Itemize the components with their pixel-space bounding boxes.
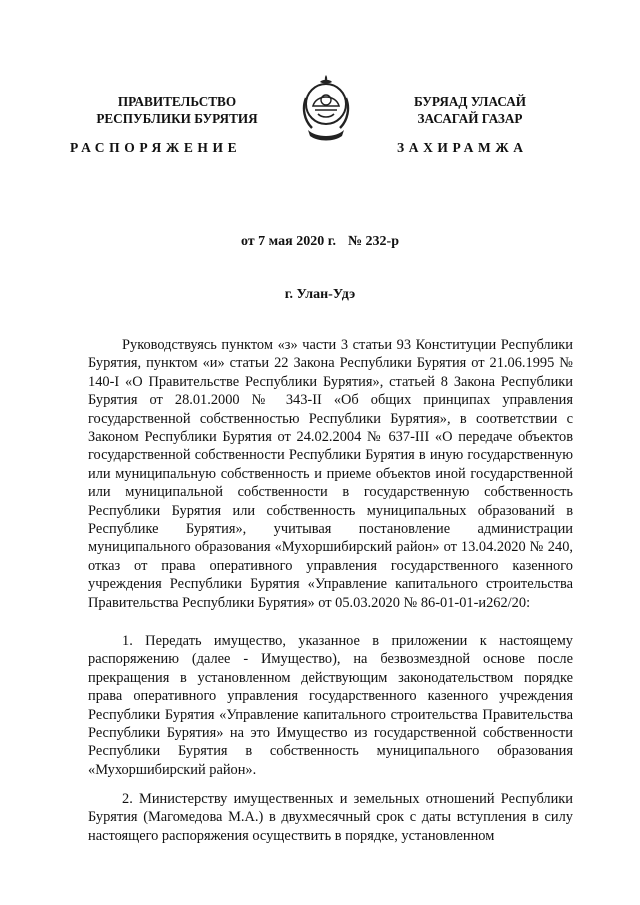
document-type-bua: ЗАХИРАМЖА [397,140,528,155]
document-date-number [0,234,640,250]
body-paragraph [88,790,573,845]
paragraph-text: 1. Передать имущество, указанное в приложении к настоящему распоряжению (далее - Имущество), на безвозмездной основе после прекращения в установленном действующим законодательством порядке права оперативного управления государственного казенного учреждения Республики Бурятия «Управление капитального строительства Правительства Республики Бурятия» на это Имущество из государственной собственности Республики Бурятия в собственность муниципального образования «Мухоршибирский район». [88,633,573,778]
document-number: № 232-р [347,234,400,249]
body-paragraph [88,336,573,612]
document-city: г. Улан-Удэ [284,287,356,302]
paragraph-text: Руководствуясь пунктом «з» части 3 статьи 93 Конституции Республики Бурятия, пунктом «и» статьи 22 Закона Республики Бурятия от 21.06.1995 № 140-I «О Правительстве Республики Бурятия», статьей 8 Закона Республики Бурятия от 28.01.2000 № 343-II «Об общих принципах управления государственной собственностью Республики Бурятия», в соответствии с Законом Республики Бурятия от 24.02.2004 № 637-III «О передаче объектов государственной собственности Республики Бурятия в иную государственную или муниципальную собственность и приеме объектов иной государственной или муниципальной собственности в государственную собственность Республики Бурятия или собственность муниципальных образований в Республике Бурятия», учитывая постановление администрации муниципального образования «Мухоршибирский район» от 13.04.2020 № 240, отказ от права оперативного управления государственного казенного учреждения Республики Бурятия «Управление капитального строительства Правительства Республики Бурятия» от 05.03.2020 № 86-01-01-и262/20: [88,337,573,611]
issuer-name-bua [372,93,568,127]
issuer-line: БУРЯАД УЛАСАЙ [413,94,527,109]
document-date: от 7 мая 2020 г. [240,234,336,249]
issuer-line: ПРАВИТЕЛЬСТВО [117,94,237,109]
paragraph-text: 2. Министерству имущественных и земельных отношений Республики Бурятия (Магомедова М.А.) в двухмесячный срок с даты вступления в силу настоящего распоряжения осуществить в порядке, установленном [88,791,573,844]
coat-of-arms-icon [298,72,354,144]
issuer-line: РЕСПУБЛИКИ БУРЯТИЯ [96,111,258,126]
document-type-ru: РАСПОРЯЖЕНИЕ [70,140,242,155]
issuer-name-ru [62,93,292,127]
issuer-line: ЗАСАГАЙ ГАЗАР [417,111,523,126]
body-paragraph [88,632,573,779]
